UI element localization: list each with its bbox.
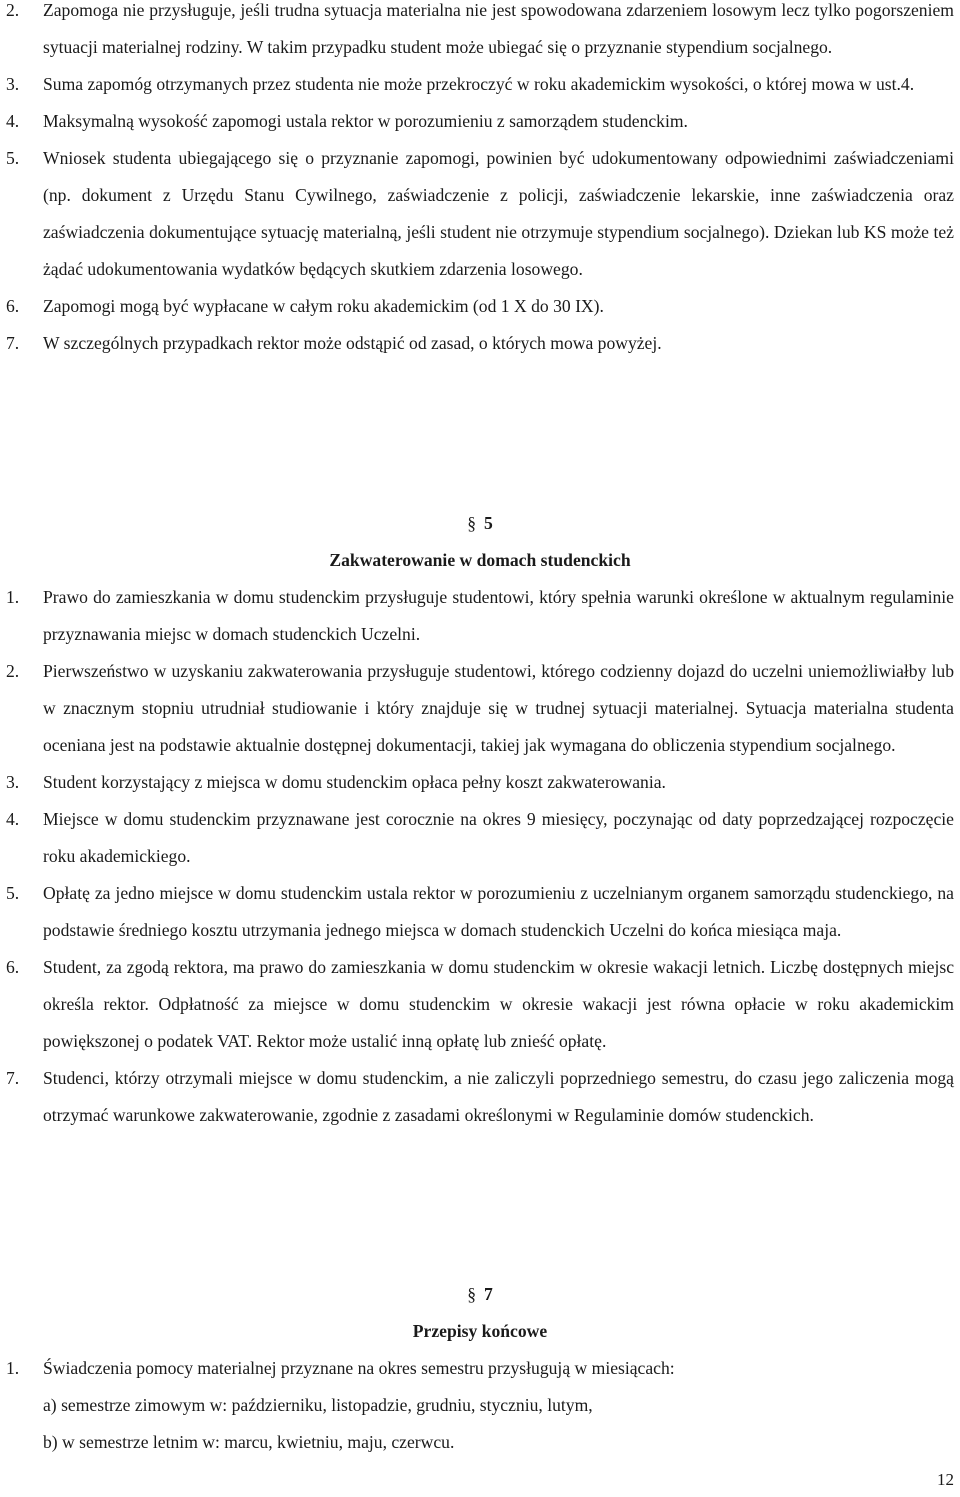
- list-item: 7. Studenci, którzy otrzymali miejsce w domu studenckim, a nie zaliczyli poprzedniego semestru, do czasu jego zaliczenia mogą otrzymać warunkowe zakwaterowanie, zgodnie z zasadami określonymi w Regulaminie domów studenckich.: [6, 1068, 954, 1125]
- list-item: 6. Student, za zgodą rektora, ma prawo do zamieszkania w domu studenckim w okresie wakacji letnich. Liczbę dostępnych miejsc określa rektor. Odpłatność za miejsce w domu studenckim w okresie wakacji jest równa opłacie w roku akademickim powiększonej o podatek VAT. Rektor może ustalić inną opłatę lub znieść opłatę.: [6, 957, 954, 1051]
- section-number: § 5: [467, 513, 493, 533]
- list-item: 1. Świadczenia pomocy materialnej przyznane na okres semestru przysługują w miesiącach:: [6, 1358, 675, 1378]
- list-item: 7. W szczególnych przypadkach rektor może odstąpić od zasad, o których mowa powyżej.: [6, 333, 662, 353]
- list-item: 4. Miejsce w domu studenckim przyznawane jest corocznie na okres 9 miesięcy, poczynając od daty poprzedzającej rozpoczęcie roku akademickiego.: [6, 809, 954, 866]
- section-number: § 7: [467, 1284, 493, 1304]
- list-item: 5. Wniosek studenta ubiegającego się o przyznanie zapomogi, powinien być udokumentowany odpowiednimi zaświadczeniami (np. dokument z Urzędu Stanu Cywilnego, zaświadczenie z policji, zaświadczenie lekarskie, inne zaświadczenia oraz zaświadczenia dokumentujące sytuację materialną, jeśli student nie otrzymuje stypendium socjalnego). Dziekan lub KS może też żądać udokumentowania wydatków będących skutkiem zdarzenia losowego.: [6, 148, 954, 279]
- list-item: 1. Prawo do zamieszkania w domu studenckim przysługuje studentowi, który spełnia warunki określone w aktualnym regulaminie przyznawania miejsc w domach studenckich Uczelni.: [6, 587, 954, 644]
- list-item: 2. Pierwszeństwo w uzyskaniu zakwaterowania przysługuje studentowi, którego codzienny dojazd do uczelni uniemożliwiałby lub w znacznym stopniu utrudniał studiowanie i który znajduje się w trudnej sytuacji materialnej. Sytuacja materialna studenta oceniana jest na podstawie aktualnie dostępnej dokumentacji, takiej jak wymagana do obliczenia stypendium socjalnego.: [6, 661, 954, 755]
- zapomoga-list: [0, 0, 960, 362]
- list-item: 6. Zapomogi mogą być wypłacane w całym roku akademickim (od 1 X do 30 IX).: [6, 296, 604, 316]
- list-item: 4. Maksymalną wysokość zapomogi ustala rektor w porozumieniu z samorządem studenckim.: [6, 111, 688, 131]
- sub-item: a) semestrze zimowym w: październiku, listopadzie, grudniu, styczniu, lutym,: [43, 1395, 593, 1415]
- list-item: 5. Opłatę za jedno miejsce w domu studenckim ustala rektor w porozumieniu z uczelnianym organem samorządu studenckiego, na podstawie średniego kosztu utrzymania jednego miejsca w domach studenckich Uczelni do końca miesiąca maja.: [6, 883, 954, 940]
- list-item: 3. Suma zapomóg otrzymanych przez studenta nie może przekroczyć w roku akademickim wysokości, o której mowa w ust.4.: [6, 74, 915, 94]
- section-title: Przepisy końcowe: [412, 1321, 548, 1341]
- section-title: Zakwaterowanie w domach studenckich: [329, 550, 631, 570]
- sub-item: b) w semestrze letnim w: marcu, kwietniu, maju, czerwcu.: [43, 1432, 455, 1452]
- page-number: 12: [937, 1470, 954, 1489]
- list-item: 3. Student korzystający z miejsca w domu studenckim opłaca pełny koszt zakwaterowania.: [6, 772, 666, 792]
- list-item: 2. Zapomoga nie przysługuje, jeśli trudna sytuacja materialna nie jest spowodowana zdarzeniem losowym lecz tylko pogorszeniem sytuacji materialnej rodziny. W takim przypadku student może ubiegać się o przyznanie stypendium socjalnego.: [6, 0, 954, 57]
- section-7: [0, 1276, 960, 1461]
- section-5: [0, 505, 960, 1134]
